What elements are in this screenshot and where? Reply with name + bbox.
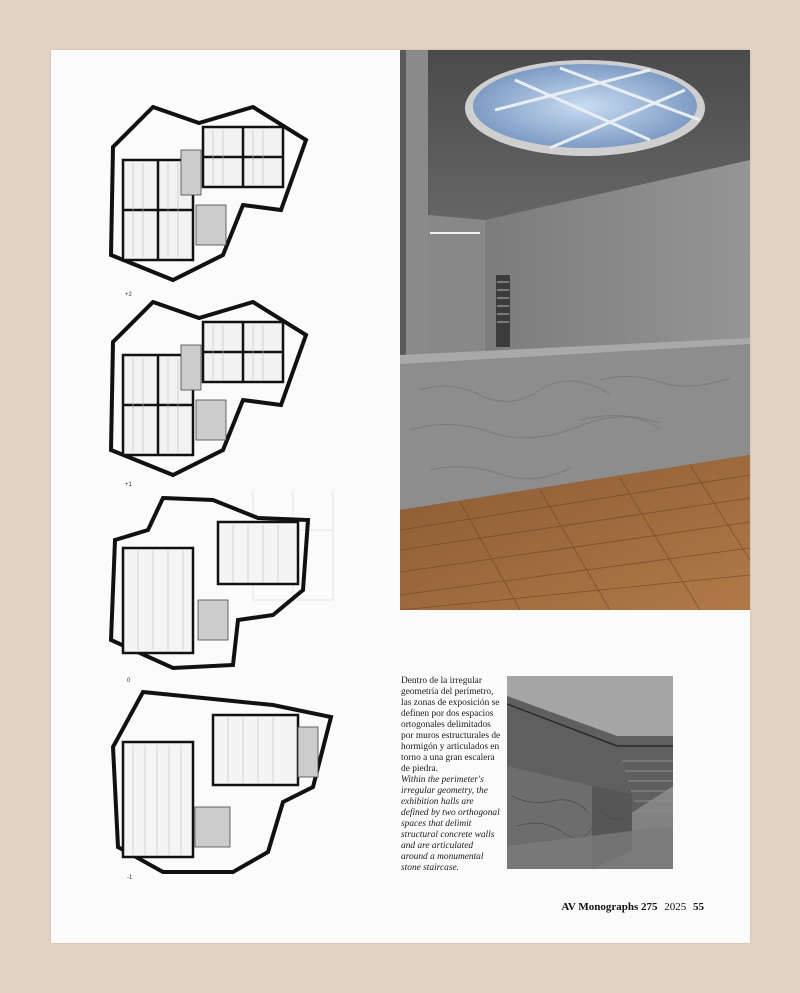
staircase-photo — [507, 676, 673, 869]
floor-plan-level-2 — [103, 105, 313, 298]
level-label: 0 — [127, 678, 131, 684]
floor-plan-level-0 — [103, 490, 343, 684]
magazine-page — [51, 50, 750, 943]
publication-title: AV Monographs 275 — [561, 901, 658, 913]
caption-spanish: Dentro de la irregular geometría del perímetro, las zonas de exposición se definen por dos espacios ortogonales delimitados por muros estructurales de hormigón y articulados en torno a una gran escalera de piedra. — [401, 676, 501, 774]
level-label: +1 — [125, 482, 132, 488]
level-label: -1 — [127, 875, 133, 881]
caption-english: Within the perimeter's irregular geometry, the exhibition halls are defined by two orthogonal spaces that delimit structural concrete walls and are articulated around a monumental stone staircase. — [401, 775, 500, 873]
exhibition-hall-photo — [400, 50, 750, 610]
publication-year: 2025 — [664, 901, 687, 913]
page-footer — [561, 901, 704, 913]
level-label: +2 — [125, 292, 132, 298]
page-number: 55 — [693, 901, 704, 913]
floor-plan-level-1 — [103, 300, 313, 488]
floor-plan-level-minus-1 — [103, 687, 343, 881]
